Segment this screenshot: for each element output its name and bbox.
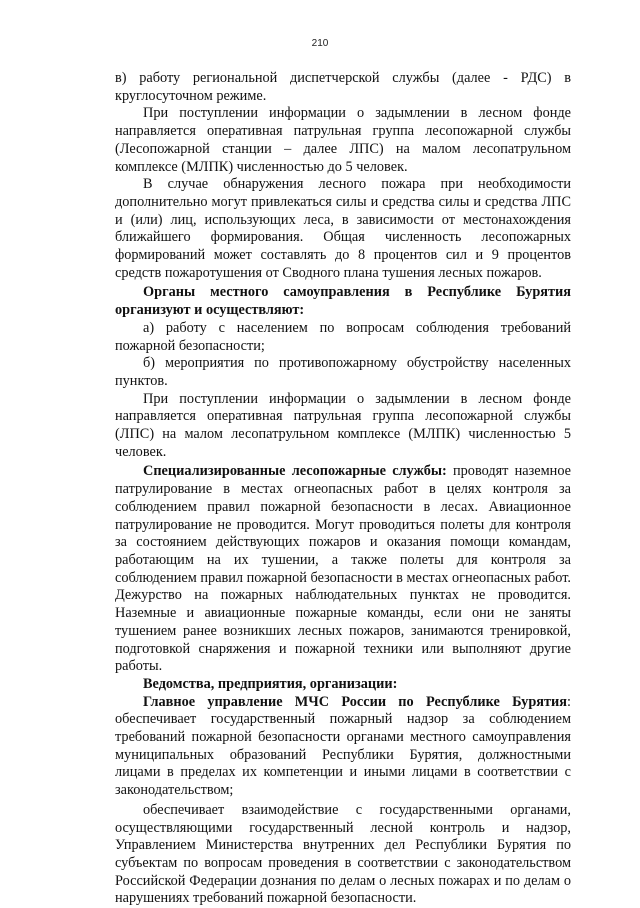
paragraph-text: При поступлении информации о задымлении в лесном фонде направляется оперативная патрульная группа лесопожарной службы (Лесопожарной станции – далее ЛПС) на малом лесопатрульном комплексе (МЛПК) численностью до 5 человек. [115, 105, 571, 175]
paragraph-lead: Главное управление МЧС России по Республике Бурятия [143, 693, 568, 710]
paragraph-text: проводят наземное патрулирование в местах огнеопасных работ в целях контроля за соблюдением правил пожарной безопасности в лесах. Авиационное патрулирование не проводится. Могут проводиться полеты для контроля за состоянием действующих пожаров и оказания помощи командам, работающим на их тушении, а также полеты для контроля за соблюдением правил пожарной безопасности в местах огнеопасных работ. Дежурство на пожарных наблюдательных пунктах не проводится. Наземные и авиационные пожарные команды, если они не заняты тушением ранее возникших лесных пожаров, занимаются тренировкой, подготовкой снаряжения и пожарной техники или выполняют другие работы. [115, 463, 571, 675]
paragraph-text: а) работу с населением по вопросам соблюдения требований пожарной безопасности; [115, 319, 571, 354]
section-heading [115, 676, 571, 694]
paragraph-text: При поступлении информации о задымлении в лесном фонде направляется оперативная патрульная группа лесопожарной службы (ЛПС) на малом лесопатрульном комплексе (МЛПК) численностью 5 человек. [115, 390, 571, 460]
paragraph-text: обеспечивает взаимодействие с государственными органами, осуществляющими государственный лесной контроль и надзор, Управлением Министерства внутренних дел Республики Бурятия по субъектам по вопросам проведения в соответствии с законодательством Российской Федерации дознания по делам о лесных пожарах и по делам о нарушениях требований пожарной безопасности. [115, 801, 571, 907]
paragraph [115, 70, 571, 105]
paragraph-text: б) мероприятия по противопожарному обустройству населенных пунктов. [115, 355, 571, 389]
paragraph-text: В случае обнаружения лесного пожара при необходимости дополнительно могут привлекаться силы и средства силы и средства ЛПС и (или) лиц, использующих леса, в зависимости от местонахождения ближайшего формирования. Общая численность лесопожарных формирований может составлять до 8 процентов сил и 9 процентов средств пожаротушения от Сводного плана тушения лесных пожаров. [115, 176, 571, 281]
section-heading-text: Ведомства, предприятия, организации: [143, 675, 398, 692]
paragraph-lead: Специализированные лесопожарные службы: [143, 463, 447, 480]
document-body [115, 70, 571, 908]
page-number: 210 [311, 38, 329, 49]
paragraph [115, 105, 571, 176]
paragraph [115, 463, 571, 675]
paragraph [115, 355, 571, 390]
section-heading-text: Органы местного самоуправления в Республике Бурятия организуют и осуществляют: [115, 284, 571, 319]
paragraph [115, 391, 571, 462]
section-heading [115, 284, 571, 319]
paragraph [115, 802, 571, 908]
paragraph [115, 176, 571, 282]
paragraph-text: : обеспечивает государственный пожарный надзор за соблюдением требований пожарной безопасности органами местного самоуправления муниципальных образований Республики Бурятия, должностными лицами в пределах их компетенции и иными лицами в соответствии с законодательством; [115, 693, 571, 799]
paragraph-text: в) работу региональной диспетчерской службы (далее - РДС) в круглосуточном режиме. [115, 70, 571, 104]
paragraph [115, 694, 571, 800]
paragraph [115, 320, 571, 355]
